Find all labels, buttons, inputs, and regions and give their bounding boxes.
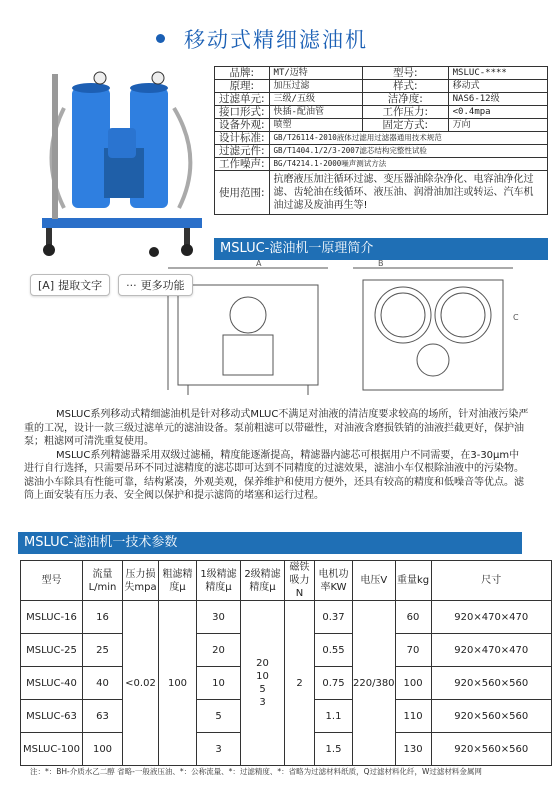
spec-value: MSLUC-**** bbox=[448, 67, 547, 80]
model-cell: MSLUC-16 bbox=[21, 601, 83, 634]
spec-row bbox=[215, 67, 548, 80]
fine1-cell: 30 bbox=[197, 601, 241, 634]
coarse-cell: 100 bbox=[159, 601, 197, 766]
fine1-cell: 3 bbox=[197, 733, 241, 766]
spec-value: <0.4mpa bbox=[448, 106, 547, 119]
spec-key: 设备外观: bbox=[215, 119, 270, 132]
dimension-label-c: C bbox=[513, 313, 519, 322]
weight-cell: 130 bbox=[395, 733, 431, 766]
magnet-cell: 2 bbox=[285, 601, 315, 766]
column-header: 压力损失mpa bbox=[123, 561, 159, 601]
spec-value: 移动式 bbox=[448, 80, 547, 93]
spec-value: BG/T4214.1-2000噪声测试方法 bbox=[269, 158, 547, 171]
tech-table bbox=[20, 560, 552, 766]
flow-cell: 16 bbox=[83, 601, 123, 634]
power-cell: 0.75 bbox=[315, 667, 353, 700]
size-cell: 920×560×560 bbox=[431, 733, 551, 766]
extract-text-label: 提取文字 bbox=[58, 279, 103, 292]
column-header: 磁铁吸力N bbox=[285, 561, 315, 601]
weight-cell: 110 bbox=[395, 700, 431, 733]
column-header: 重量kg bbox=[395, 561, 431, 601]
flow-cell: 100 bbox=[83, 733, 123, 766]
size-cell: 920×470×470 bbox=[431, 601, 551, 634]
flow-cell: 40 bbox=[83, 667, 123, 700]
text-extract-icon: [A] bbox=[38, 278, 55, 292]
spec-row bbox=[215, 119, 548, 132]
weight-cell: 60 bbox=[395, 601, 431, 634]
size-cell: 920×560×560 bbox=[431, 667, 551, 700]
fine1-cell: 10 bbox=[197, 667, 241, 700]
spec-row bbox=[215, 145, 548, 158]
extract-text-button[interactable] bbox=[30, 274, 110, 296]
model-cell: MSLUC-40 bbox=[21, 667, 83, 700]
spec-key: 样式: bbox=[362, 80, 448, 93]
filter-machine-image bbox=[34, 68, 212, 258]
model-cell: MSLUC-25 bbox=[21, 634, 83, 667]
spec-value: 万向 bbox=[448, 119, 547, 132]
spec-key: 过滤元件: bbox=[215, 145, 270, 158]
spec-value: 三级/五级 bbox=[269, 93, 362, 106]
voltage-cell: 220/380 bbox=[353, 601, 396, 766]
column-header: 1级精滤精度μ bbox=[197, 561, 241, 601]
spec-value: GB/T1404.1/2/3-2007滤芯结构完整性试验 bbox=[269, 145, 547, 158]
title-row bbox=[0, 24, 556, 54]
spec-row bbox=[215, 158, 548, 171]
bullet-icon bbox=[156, 34, 165, 43]
page-title: 移动式精细滤油机 bbox=[184, 28, 368, 52]
fine2-value: 10 bbox=[256, 671, 269, 682]
spec-row bbox=[215, 80, 548, 93]
size-cell: 920×470×470 bbox=[431, 634, 551, 667]
column-header: 2级精滤精度μ bbox=[241, 561, 285, 601]
column-header: 流量L/min bbox=[83, 561, 123, 601]
spec-value: 加压过滤 bbox=[269, 80, 362, 93]
spec-value: MT/迈特 bbox=[269, 67, 362, 80]
spec-key: 原理: bbox=[215, 80, 270, 93]
intro-paragraph: MSLUC系列精滤器采用双级过滤桶，精度能逐渐提高，精滤器内滤芯可根据用户不同需要，在3-30μm中进行自行选择，只需要吊环不同过滤精度的滤芯即可达到不同精度的过滤效果，滤油小车仅根除油液中的污染物。滤油小车除具有性能可靠，结构紧凑，外观美观，保养维护和使用方便外，还具有较高的精度和低噪音等优点。滤筒上面安装有压力表、安全阀以保护和提示滤筒的堵塞和运行过程。 bbox=[24, 449, 524, 501]
fine2-value: 20 bbox=[256, 658, 269, 669]
spec-key: 接口形式: bbox=[215, 106, 270, 119]
power-cell: 1.5 bbox=[315, 733, 353, 766]
flow-cell: 63 bbox=[83, 700, 123, 733]
power-cell: 0.55 bbox=[315, 634, 353, 667]
more-functions-label: 更多功能 bbox=[140, 279, 185, 292]
fine1-cell: 20 bbox=[197, 634, 241, 667]
weight-cell: 100 bbox=[395, 667, 431, 700]
spec-key: 设计标准: bbox=[215, 132, 270, 145]
intro-text bbox=[24, 408, 529, 503]
spec-value: 快插-配油管 bbox=[269, 106, 362, 119]
spec-table bbox=[214, 66, 548, 215]
spec-row bbox=[215, 171, 548, 215]
spec-key: 工作噪声: bbox=[215, 158, 270, 171]
image-toolbar bbox=[30, 274, 193, 296]
spec-key: 使用范围: bbox=[215, 171, 270, 215]
model-cell: MSLUC-63 bbox=[21, 700, 83, 733]
fine2-value: 3 bbox=[259, 697, 266, 708]
table-header-row bbox=[21, 561, 552, 601]
weight-cell: 70 bbox=[395, 634, 431, 667]
column-header: 型号 bbox=[21, 561, 83, 601]
spec-key: 品牌: bbox=[215, 67, 270, 80]
intro-paragraph: MSLUC系列移动式精细滤油机是针对移动式MLUC不满足对油液的清洁度要求较高的场所，针对油液污染严重的工况，设计一款三级过滤单元的滤油设备。泵前粗滤可以带磁性，对油液含磨损铁销的油液拦截更好，保护油泵；粗滤网可清洗重复使用。 bbox=[24, 409, 529, 447]
spec-row bbox=[215, 132, 548, 145]
table-row bbox=[21, 601, 552, 634]
dimension-label-b: B bbox=[378, 260, 384, 268]
ellipsis-icon: ··· bbox=[126, 278, 137, 292]
column-header: 电压V bbox=[353, 561, 396, 601]
spec-value: 喷塑 bbox=[269, 119, 362, 132]
spec-row bbox=[215, 93, 548, 106]
fine1-cell: 5 bbox=[197, 700, 241, 733]
more-functions-button[interactable] bbox=[118, 274, 193, 296]
spec-key: 过滤单元: bbox=[215, 93, 270, 106]
spec-key: 洁净度: bbox=[362, 93, 448, 106]
footnote: 注：*：BH-介质水乙二醇 省略-一般液压油、*：公称流量、*：过滤精度、*：省略为过滤材料纸质，Q过滤材料化纤，W过滤材料金属网 bbox=[30, 767, 482, 776]
section-header-parameters: MSLUC-滤油机一技术参数 bbox=[18, 532, 522, 554]
spec-row bbox=[215, 106, 548, 119]
flow-cell: 25 bbox=[83, 634, 123, 667]
spec-value: 抗磨液压加注循环过滤、变压器油除杂净化、电容油净化过滤、齿轮油在线循环、液压油、润滑油加注或转运、汽车机油过滤及废油再生等! bbox=[269, 171, 547, 215]
power-cell: 0.37 bbox=[315, 601, 353, 634]
model-cell: MSLUC-100 bbox=[21, 733, 83, 766]
column-header: 尺寸 bbox=[431, 561, 551, 601]
column-header: 电机功率KW bbox=[315, 561, 353, 601]
spec-key: 型号: bbox=[362, 67, 448, 80]
fine2-value: 5 bbox=[259, 684, 266, 695]
spec-key: 工作压力: bbox=[362, 106, 448, 119]
section-header-principle: MSLUC-滤油机一原理简介 bbox=[214, 238, 548, 260]
pressure-cell: <0.02 bbox=[123, 601, 159, 766]
spec-value: GB/T26114-2010液体过滤用过滤器通用技术规范 bbox=[269, 132, 547, 145]
fine2-cell bbox=[241, 601, 285, 766]
dimension-label-a: A bbox=[256, 260, 262, 268]
column-header: 粗滤精度μ bbox=[159, 561, 197, 601]
size-cell: 920×560×560 bbox=[431, 700, 551, 733]
spec-key: 固定方式: bbox=[362, 119, 448, 132]
spec-value: NAS6-12级 bbox=[448, 93, 547, 106]
power-cell: 1.1 bbox=[315, 700, 353, 733]
